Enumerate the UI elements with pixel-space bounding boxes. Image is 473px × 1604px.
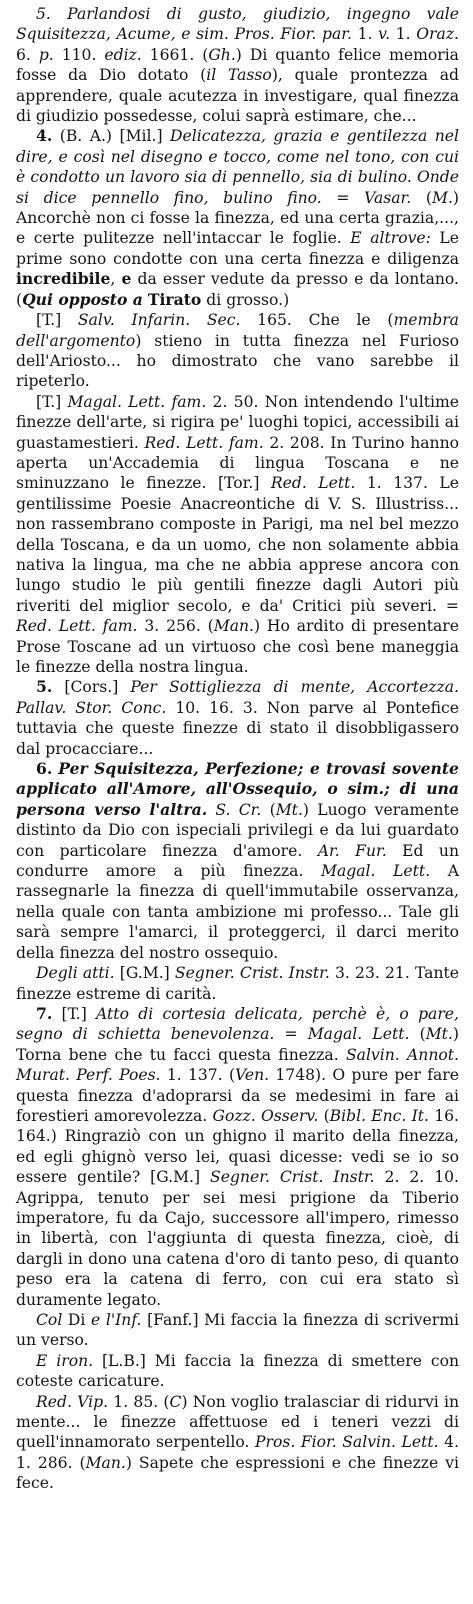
- entry-col-di: Col Di e l'Inf. [Fanf.] Mi faccia la finezza di scrivermi un verso.: [16, 1311, 460, 1350]
- entry-sense-3: 5. Parlandosi di gusto, giudizio, ingegno vale Squisitezza, Acume, e sim. Pros. Fior. par. 1. v. 1. Oraz. 6. p. 110. ediz. 1661. (Gh.) Di quanto felice memoria fosse da Dio dotato (il Tasso), quale prontezza ad apprendere, quale acutezza in investigare, qual finezza di giudizio possedesse, colui saprà estimare, che...: [16, 5, 459, 126]
- entry-sense-6: 6. Per Squisitezza, Perfezione; e trovasi sovente applicato all'Amore, all'Ossequio, o sim.; di una persona verso l'altra. S. Cr. (Mt.) Luogo veramente distinto da Dio con ispeciali privilegi e da lui guardato con particolare finezza d'amore. Ar. Fur. Ed un condurre amore a più finezza. Magal. Lett. A rassegnarle la finezza di quell'immutabile osservanza, nella quale con tanta ambizione mi professo... Tale gli sarà sempre l'amarci, il proteggerci, il darci merito della finezza del nostro ossequio.: [16, 759, 459, 962]
- entry-e-iron: E iron. [L.B.] Mi faccia la finezza di smettere con coteste caricature.: [16, 1351, 460, 1391]
- entry-degli-atti: Degli atti. [G.M.] Segner. Crist. Instr. 3. 23. 21. Tante finezze estreme di carità.: [16, 964, 459, 1003]
- entry-sense-4: 4. (B. A.) [Mil.] Delicatezza, grazia e gentilezza nel dire, e così nel disegno e tocco, come nel tono, con cui è condotto un lavoro sia di pennello, sia di bulino. Onde si dice pennello fino, bulino fino. = Vasar. (M.) Ancorchè non ci fosse la finezza, ed una certa grazia,..., e certe pulitezze nell'intaccar le foglie. E altrove: Le prime sono condotte con una certa finezza e diligenza incredibile, e da esser vedute da presso e da lontano. (Qui opposto a Tirato di grosso.): [16, 126, 460, 309]
- entry-sense-7: 7. [T.] Atto di cortesia delicata, perchè è, o pare, segno di schietta benevolenza. = Magal. Lett. (Mt.) Torna bene che tu facci questa finezza. Salvin. Annot. Murat. Perf. Poes. 1. 137. (Ven. 1748). O pure per fare questa finezza d'adoprarsi da se medesimi in fare ai forestieri amorevolezza. Gozz. Osserv. (Bibl. Enc. It. 16. 164.) Ringraziò con un ghigno il marito della finezza, ed egli ghignò verso lei, quasi dicesse: vedi se io so essere gentile? [G.M.] Segner. Crist. Instr. 2. 2. 10. Agrippa, tenuto per sei mesi prigione da Tiberio imperatore, fu da Cajo, successore all'impero, rimesso in libertà, con l'aggiunta di questa finezza, cioè, di dargli in dono una catena d'oro di tanto peso, di quanto peso era la catena di ferro, con cui era stato sì duramente legato.: [16, 1003, 460, 1309]
- entry-magal-lett: [T.] Magal. Lett. fam. 2. 50. Non intendendo l'ultime finezze dell'arte, si rigira pe' luoghi topici, accessibili ai guastamestieri. Red. Lett. fam. 2. 208. In Turino hanno aperta un'Accademia di lingua Toscana e ne sminuzzano le finezze. [Tor.] Red. Lett. 1. 137. Le gentilissime Poesie Anacreontiche di V. S. Illustriss... non rassembrano composte in Parigi, ma nel bel mezzo della Toscana, e da un uomo, che non solamente abbia nativa la lingua, ma che ne abbia apprese ancora con lungo studio le più gentili finezze dagli Autori più riveriti del miglior secolo, e da' Critici più severi. = Red. Lett. fam. 3. 256. (Man.) Ho ardito di presentare Prose Toscane ad un virtuoso che così bene maneggia le finezze della nostra lingua.: [16, 392, 460, 676]
- entry-salv-infarin: [T.] Salv. Infarin. Sec. 165. Che le (membra dell'argomento) stieno in tutta finezza nel Furioso dell'Ariosto... ho dimostrato che vano sarebbe il ripeterlo.: [16, 311, 459, 391]
- entry-sense-5: 5. [Cors.] Per Sottigliezza di mente, Accortezza. Pallav. Stor. Conc. 10. 16. 3. Non parve al Pontefice tuttavia che queste finezze di stato il disobbligassero dal procacciare...: [16, 677, 459, 758]
- entry-red-vip: Red. Vip. 1. 85. (C) Non voglio tralasciar di ridurvi in mente... le finezze affettuose ed i teneri vezzi di quell'innamorato serpentello. Pros. Fior. Salvin. Lett. 4. 1. 286. (Man.) Sapete che espressioni e che finezze vi fece.: [16, 1392, 460, 1493]
